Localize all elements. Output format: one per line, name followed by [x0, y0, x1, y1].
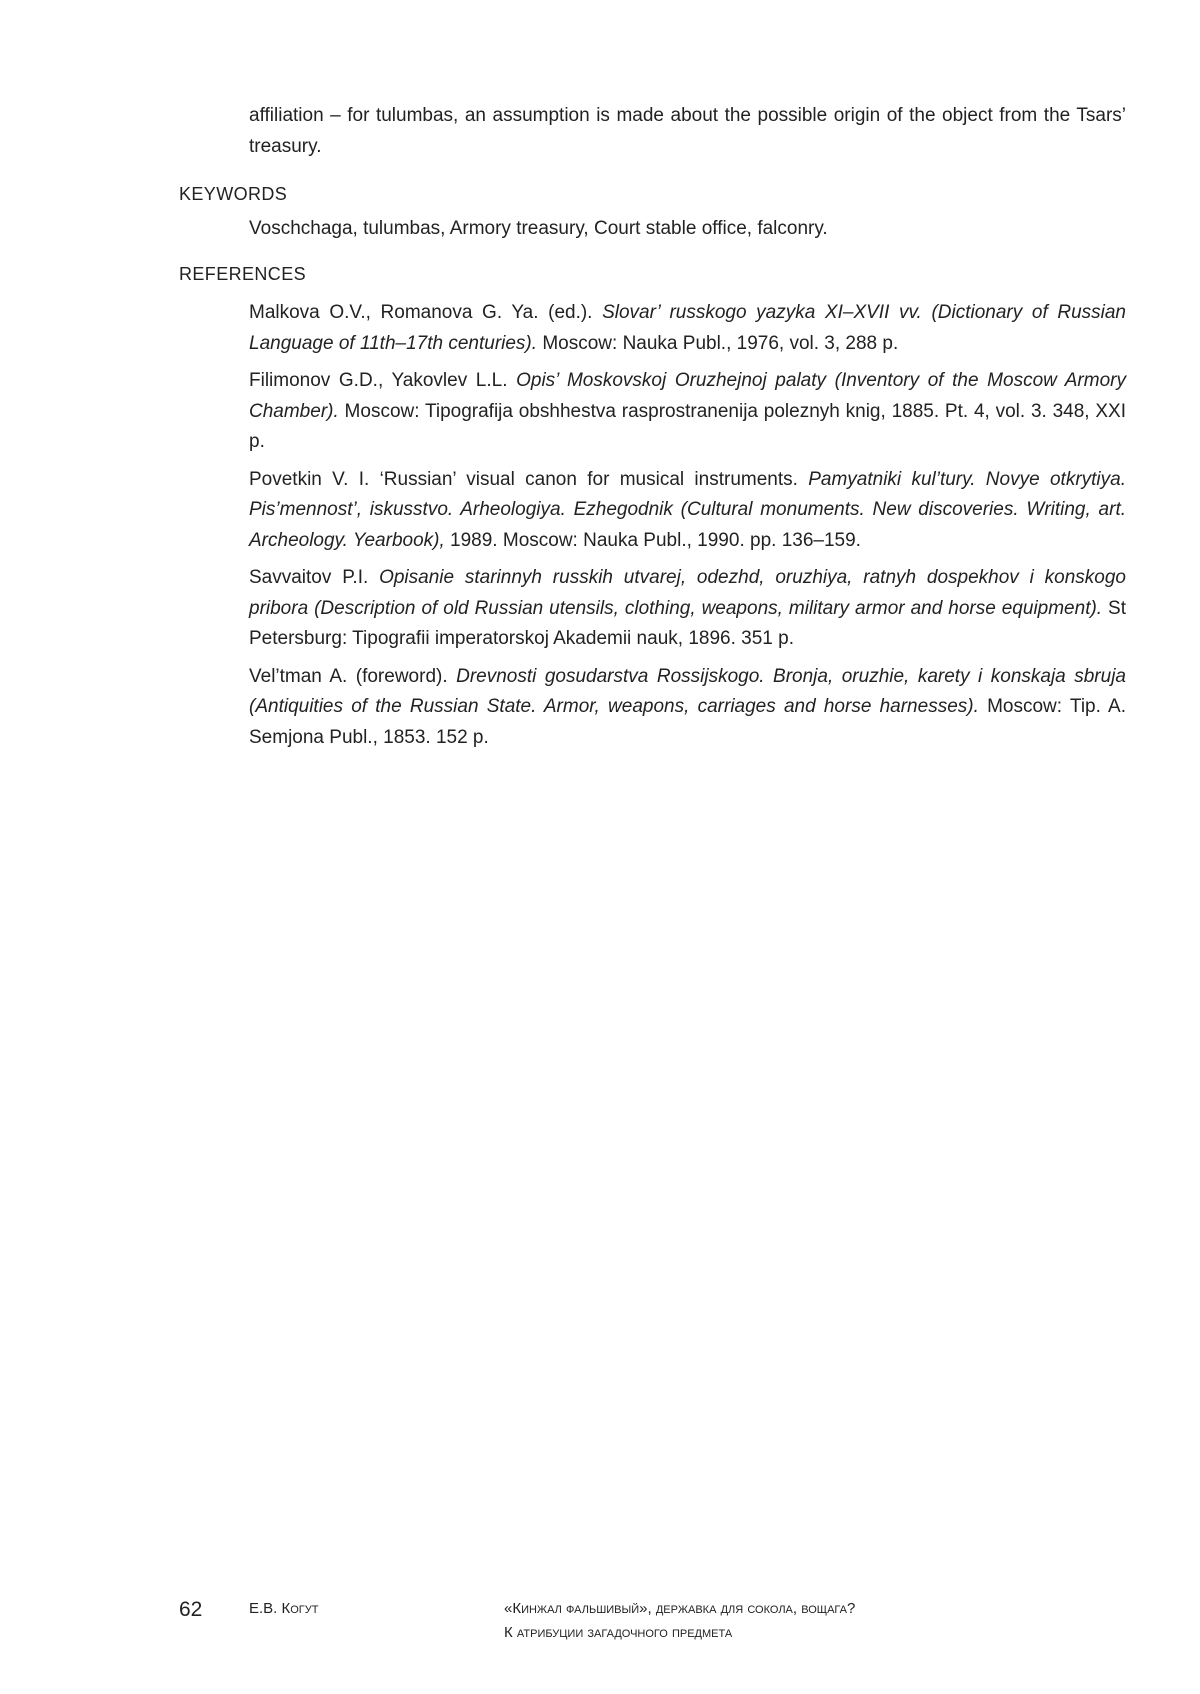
reference-title: Drevnosti gosudarstva Rossijskogo. Bronja, oruzhie, karety i konskaja sbruja (Antiquities of the Russian State. Armor, weapons, carriages and horse harnesses).	[249, 665, 1126, 717]
reference-item	[249, 298, 1126, 359]
reference-item	[249, 465, 1126, 557]
keywords-text: Voschchaga, tulumbas, Armory treasury, Court stable office, falconry.	[249, 218, 828, 239]
reference-authors: Vel’tman A. (foreword).	[249, 665, 457, 687]
page-number: 62	[179, 1598, 203, 1621]
abstract-tail: affiliation – for tulumbas, an assumption is made about the possible origin of the object from the Tsars’ treasury.	[249, 105, 1126, 157]
reference-authors: Povetkin V. I. ‘Russian’ visual canon for musical instruments.	[249, 468, 809, 490]
reference-title: Slovar’ russkogo yazyka XI–XVII vv. (Dictionary of Russian Language of 11th–17th centuries).	[249, 302, 1126, 354]
reference-publication: Moscow: Nauka Publ., 1976, vol. 3, 288 p.	[537, 332, 899, 354]
reference-item	[249, 563, 1126, 655]
keywords-heading: KEYWORDS	[179, 184, 288, 204]
references-heading: REFERENCES	[179, 264, 307, 284]
reference-authors: Filimonov G.D., Yakovlev L.L.	[249, 370, 517, 391]
reference-publication: Moscow: Tipografija obshhestva rasprostranenija poleznyh knig, 1885. Pt. 4, vol. 3. 348, XXI p.	[249, 400, 1126, 452]
reference-publication: St Petersburg: Tipografii imperatorskoj Akademii nauk, 1896. 351 p.	[249, 597, 1126, 649]
references-list	[249, 298, 1126, 760]
reference-authors: Malkova O.V., Romanova G. Ya. (ed.).	[249, 302, 603, 323]
running-title-line-2: К атрибуции загадочного предмета	[504, 1624, 733, 1641]
reference-authors: Savvaitov P.I.	[249, 567, 380, 588]
reference-publication: 1989. Moscow: Nauka Publ., 1990. pp. 136–159.	[444, 529, 861, 551]
running-header-title	[504, 1597, 1024, 1645]
running-header-author: Е.В. Когут	[249, 1600, 319, 1617]
reference-title: Opisanie starinnyh russkih utvarej, odezhd, oruzhiya, ratnyh dospekhov i konskogo pribora (Description of old Russian utensils, clothing, weapons, military armor and horse equipment).	[249, 567, 1126, 619]
running-title-line-1: «Кинжал фальшивый», державка для сокола, вощага?	[504, 1600, 856, 1617]
reference-publication: Moscow: Tip. A. Semjona Publ., 1853. 152 p.	[249, 696, 1126, 748]
reference-title: Pamyatniki kul’tury. Novye otkrytiya. Pis’mennost’, iskusstvo. Arheologiya. Ezhegodnik (Cultural monuments. New discoveries. Writing, art. Archeology. Yearbook),	[249, 468, 1126, 551]
reference-item	[249, 662, 1126, 754]
reference-title: Opis’ Moskovskoj Oruzhejnoj palaty (Inventory of the Moscow Armory Chamber).	[249, 370, 1126, 422]
reference-item	[249, 366, 1126, 458]
